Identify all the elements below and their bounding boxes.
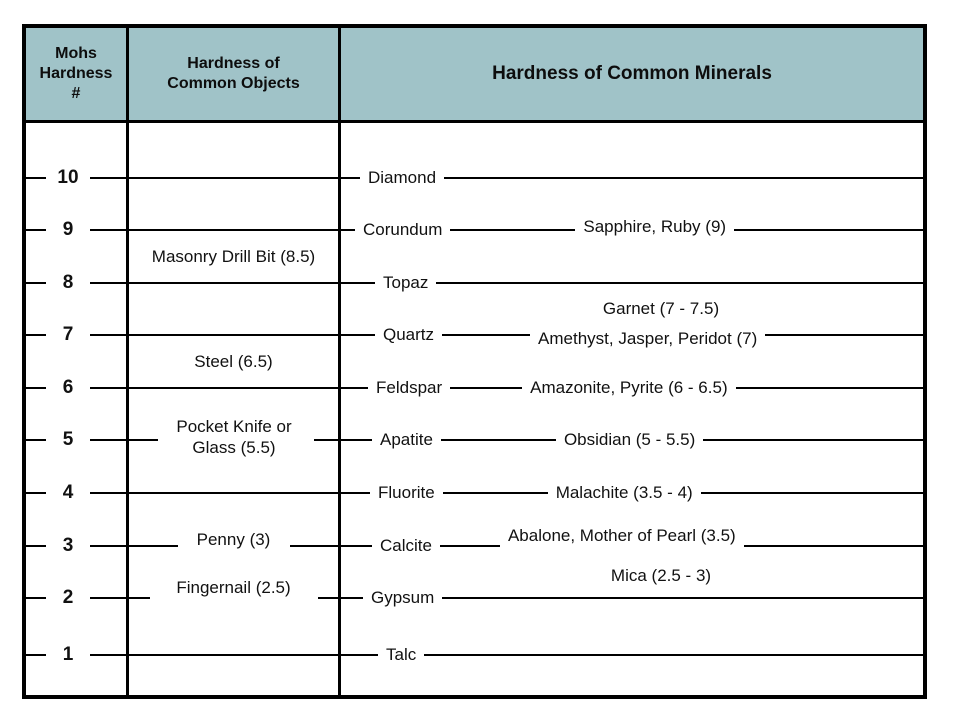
- header-mohs-number: [26, 28, 126, 120]
- scale-line: [442, 334, 530, 336]
- mineral-label: Topaz: [383, 273, 429, 292]
- hardness-number: 9: [62, 219, 74, 240]
- mineral-sub-label: Abalone, Mother of Pearl (3.5): [507, 526, 736, 545]
- scale-row-7: [26, 323, 923, 347]
- scale-line: [443, 492, 548, 494]
- scale-row-9: [26, 218, 923, 242]
- scale-line: [441, 439, 556, 441]
- hardness-number: 3: [62, 535, 74, 556]
- hardness-number: 1: [62, 644, 74, 665]
- mineral-label: Talc: [386, 645, 417, 664]
- mineral-label: Corundum: [363, 220, 443, 239]
- object-masonry-drill-bit: Masonry Drill Bit (8.5): [151, 247, 316, 266]
- axis-tick: [26, 229, 46, 231]
- axis-tick: [26, 597, 46, 599]
- scale-line: [90, 439, 158, 441]
- axis-tick: [26, 387, 46, 389]
- mineral-sub-label: Amethyst, Jasper, Peridot (7): [538, 329, 758, 348]
- scale-line: [703, 439, 923, 441]
- axis-tick: [26, 282, 46, 284]
- axis-tick: [26, 439, 46, 441]
- floating-mineral-garnet: Garnet (7 - 7.5): [602, 299, 720, 318]
- scale-row-1: [26, 643, 923, 667]
- hardness-number: 10: [57, 167, 79, 188]
- mineral-label: Gypsum: [371, 588, 435, 607]
- hardness-number: 4: [62, 482, 74, 503]
- scale-line: [701, 492, 923, 494]
- mineral-sub-label: Sapphire, Ruby (9): [583, 217, 727, 236]
- scale-line: [765, 334, 923, 336]
- hardness-number: 7: [62, 324, 74, 345]
- scale-line: [90, 177, 360, 179]
- scale-row-10: [26, 166, 923, 190]
- hardness-number: 6: [62, 377, 74, 398]
- mineral-sub-label: Malachite (3.5 - 4): [555, 483, 693, 502]
- scale-line: [450, 229, 575, 231]
- object-pocket-knife-glass: Pocket Knife or Glass (5.5): [176, 417, 292, 457]
- scale-line: [744, 545, 923, 547]
- hardness-number: 5: [62, 429, 74, 450]
- mineral-sub-label: Amazonite, Pyrite (6 - 6.5): [530, 378, 728, 397]
- mineral-sub-label: Obsidian (5 - 5.5): [563, 430, 696, 449]
- scale-line: [444, 177, 923, 179]
- scale-line: [424, 654, 923, 656]
- mineral-label: Feldspar: [376, 378, 443, 397]
- scale-line: [736, 387, 923, 389]
- hardness-number: 2: [62, 587, 74, 608]
- scale-line: [90, 492, 370, 494]
- header-mohs-number-label: Mohs Hardness #: [39, 45, 113, 102]
- scale-line: [450, 387, 522, 389]
- mineral-label: Diamond: [368, 168, 437, 187]
- scale-line: [90, 229, 355, 231]
- scale-row-4: [26, 481, 923, 505]
- scale-line: [436, 282, 923, 284]
- mineral-label: Fluorite: [378, 483, 435, 502]
- scale-line: [90, 334, 375, 336]
- scale-line: [90, 282, 375, 284]
- mineral-label: Apatite: [380, 430, 433, 449]
- header-common-objects: [129, 28, 338, 120]
- scale-row-8: [26, 271, 923, 295]
- header-common-minerals-label: Hardness of Common Minerals: [492, 63, 772, 84]
- header-common-minerals: [341, 28, 923, 120]
- axis-tick: [26, 492, 46, 494]
- scale-line: [314, 439, 372, 441]
- axis-tick: [26, 177, 46, 179]
- axis-tick: [26, 334, 46, 336]
- scale-row-6: [26, 376, 923, 400]
- scale-line: [442, 597, 923, 599]
- scale-line: [734, 229, 923, 231]
- scale-line: [440, 545, 500, 547]
- object-penny: Penny (3): [196, 530, 271, 549]
- header-common-objects-label: Hardness of Common Objects: [167, 55, 300, 92]
- axis-tick: [26, 545, 46, 547]
- object-fingernail: Fingernail (2.5): [176, 578, 291, 597]
- hardness-number: 8: [62, 272, 74, 293]
- axis-tick: [26, 654, 46, 656]
- object-steel: Steel (6.5): [194, 352, 273, 371]
- floating-mineral-mica: Mica (2.5 - 3): [610, 566, 712, 585]
- mineral-label: Quartz: [383, 325, 435, 344]
- scale-line: [90, 654, 378, 656]
- scale-line: [90, 387, 368, 389]
- mineral-label: Calcite: [380, 536, 432, 555]
